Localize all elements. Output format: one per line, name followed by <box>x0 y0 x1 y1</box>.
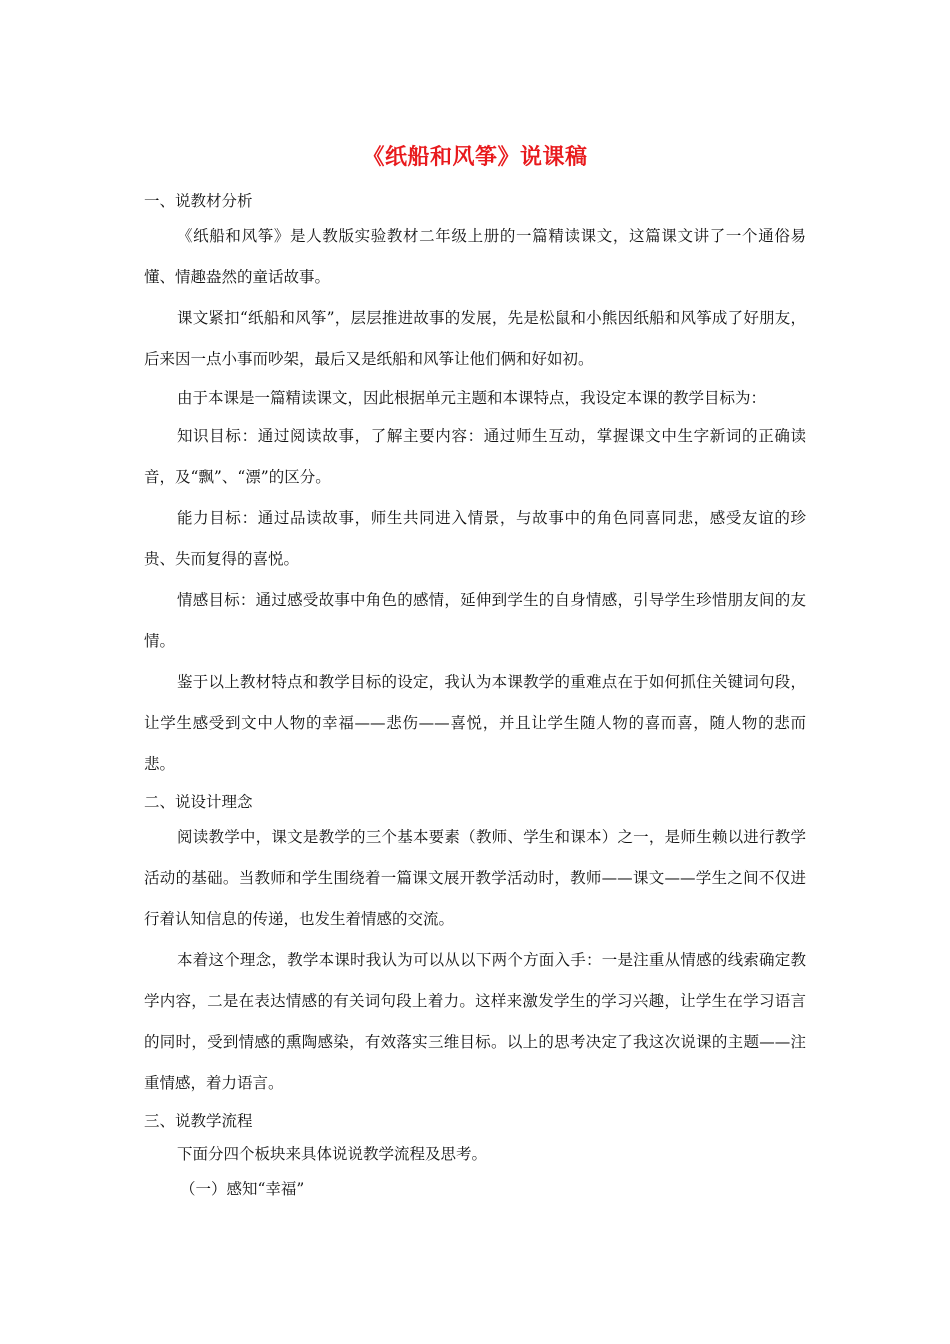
document-body <box>144 186 806 1206</box>
paragraph-ability-goal: 能力目标：通过品读故事，师生共同进入情景，与故事中的角色同喜同悲，感受友谊的珍贵、失而复得的喜悦。 <box>144 509 806 568</box>
paragraph: 鉴于以上教材特点和教学目标的设定，我认为本课教学的重难点在于如何抓住关键词句段，让学生感受到文中人物的幸福——悲伤——喜悦，并且让学生随人物的喜而喜，随人物的悲而悲。 <box>144 673 806 773</box>
paragraph-knowledge-goal: 知识目标：通过阅读故事，了解主要内容：通过师生互动，掌握课文中生字新词的正确读音，及“飘”、“漂”的区分。 <box>144 427 806 486</box>
section-heading-2: 二、说设计理念 <box>144 793 253 811</box>
paragraph: 阅读教学中，课文是教学的三个基本要素（教师、学生和课本）之一，是师生赖以进行教学活动的基础。当教师和学生围绕着一篇课文展开教学活动时，教师——课文——学生之间不仅进行着认知信息的传递，也发生着情感的交流。 <box>144 828 806 928</box>
paragraph: 《纸船和风筝》是人教版实验教材二年级上册的一篇精读课文，这篇课文讲了一个通俗易懂、情趣盎然的童话故事。 <box>144 227 806 286</box>
paragraph: 下面分四个板块来具体说说教学流程及思考。 <box>177 1145 488 1163</box>
paragraph: 由于本课是一篇精读课文，因此根据单元主题和本课特点，我设定本课的教学目标为： <box>177 389 767 407</box>
section-heading-3: 三、说教学流程 <box>144 1112 253 1130</box>
paragraph: 本着这个理念，教学本课时我认为可以从以下两个方面入手：一是注重从情感的线索确定教学内容，二是在表达情感的有关词句段上着力。这样来激发学生的学习兴趣，让学生在学习语言的同时，受到情感的熏陶感染，有效落实三维目标。以上的思考决定了我这次说课的主题——注重情感，着力语言。 <box>144 951 806 1092</box>
paragraph-emotion-goal: 情感目标：通过感受故事中角色的感情，延伸到学生的自身情感，引导学生珍惜朋友间的友情。 <box>144 591 806 650</box>
paragraph: 课文紧扣“纸船和风筝”，层层推进故事的发展，先是松鼠和小熊因纸船和风筝成了好朋友，后来因一点小事而吵架，最后又是纸船和风筝让他们俩和好如初。 <box>144 309 806 368</box>
section-heading-1: 一、说教材分析 <box>144 192 253 210</box>
document-title: 《纸船和风筝》说课稿 <box>362 144 588 170</box>
subsection-heading: （一）感知“幸福” <box>180 1180 305 1198</box>
